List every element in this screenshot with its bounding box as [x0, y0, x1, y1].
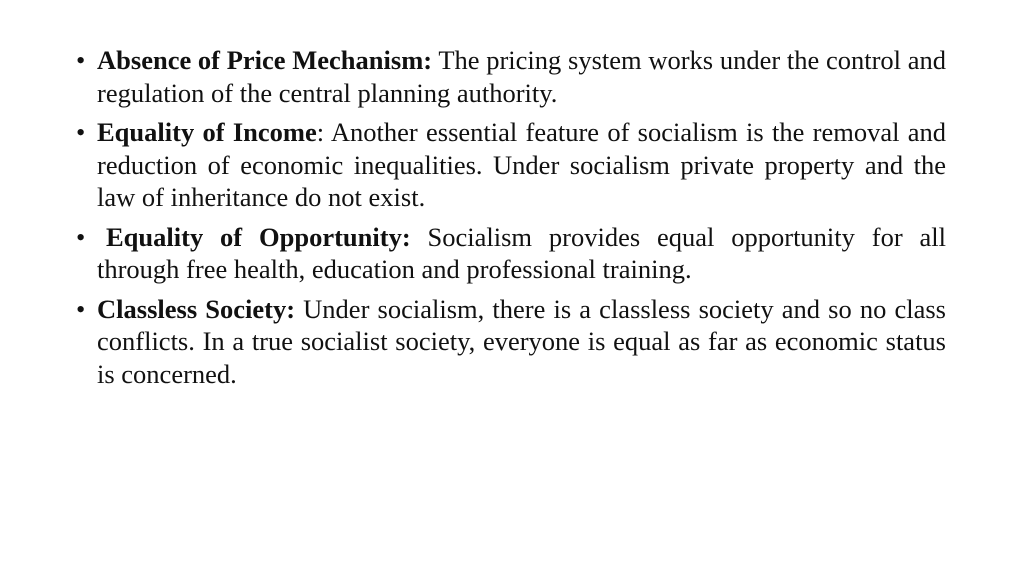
bullet-separator	[411, 222, 428, 252]
bullet-term: Equality of Income	[97, 117, 317, 147]
bullet-icon: •	[76, 117, 86, 147]
bullet-term: Classless Society:	[97, 293, 296, 324]
bullet-text: Under socialism, there is a classless society and so no class conflicts. In a true socialist society, everyone is equal as far as economic status is concerned.	[97, 293, 946, 389]
bullet-term: Equality of Opportunity:	[106, 221, 411, 252]
bullet-separator: :	[316, 117, 331, 147]
bullet-item-equality-of-income	[76, 116, 946, 214]
bullet-item-absence-of-price-mechanism	[76, 44, 946, 109]
bullet-icon: •	[76, 45, 86, 75]
bullet-text: Another essential feature of socialism is the removal and reduction of economic inequalities. Under socialism private property and the law of inheritance do not exist.	[97, 117, 946, 212]
bullet-item-equality-of-opportunity	[76, 221, 946, 286]
bullet-icon: •	[76, 221, 86, 252]
bullet-separator	[295, 294, 303, 324]
bullet-term: Absence of Price Mechanism:	[97, 45, 433, 75]
bullet-icon: •	[76, 293, 86, 324]
bullet-item-classless-society	[76, 293, 946, 391]
bullet-text: The pricing system works under the control and regulation of the central planning authority.	[97, 45, 946, 108]
bullet-text: Socialism provides equal opportunity for all through free health, education and professional training.	[97, 221, 946, 284]
bullet-list	[76, 44, 946, 397]
